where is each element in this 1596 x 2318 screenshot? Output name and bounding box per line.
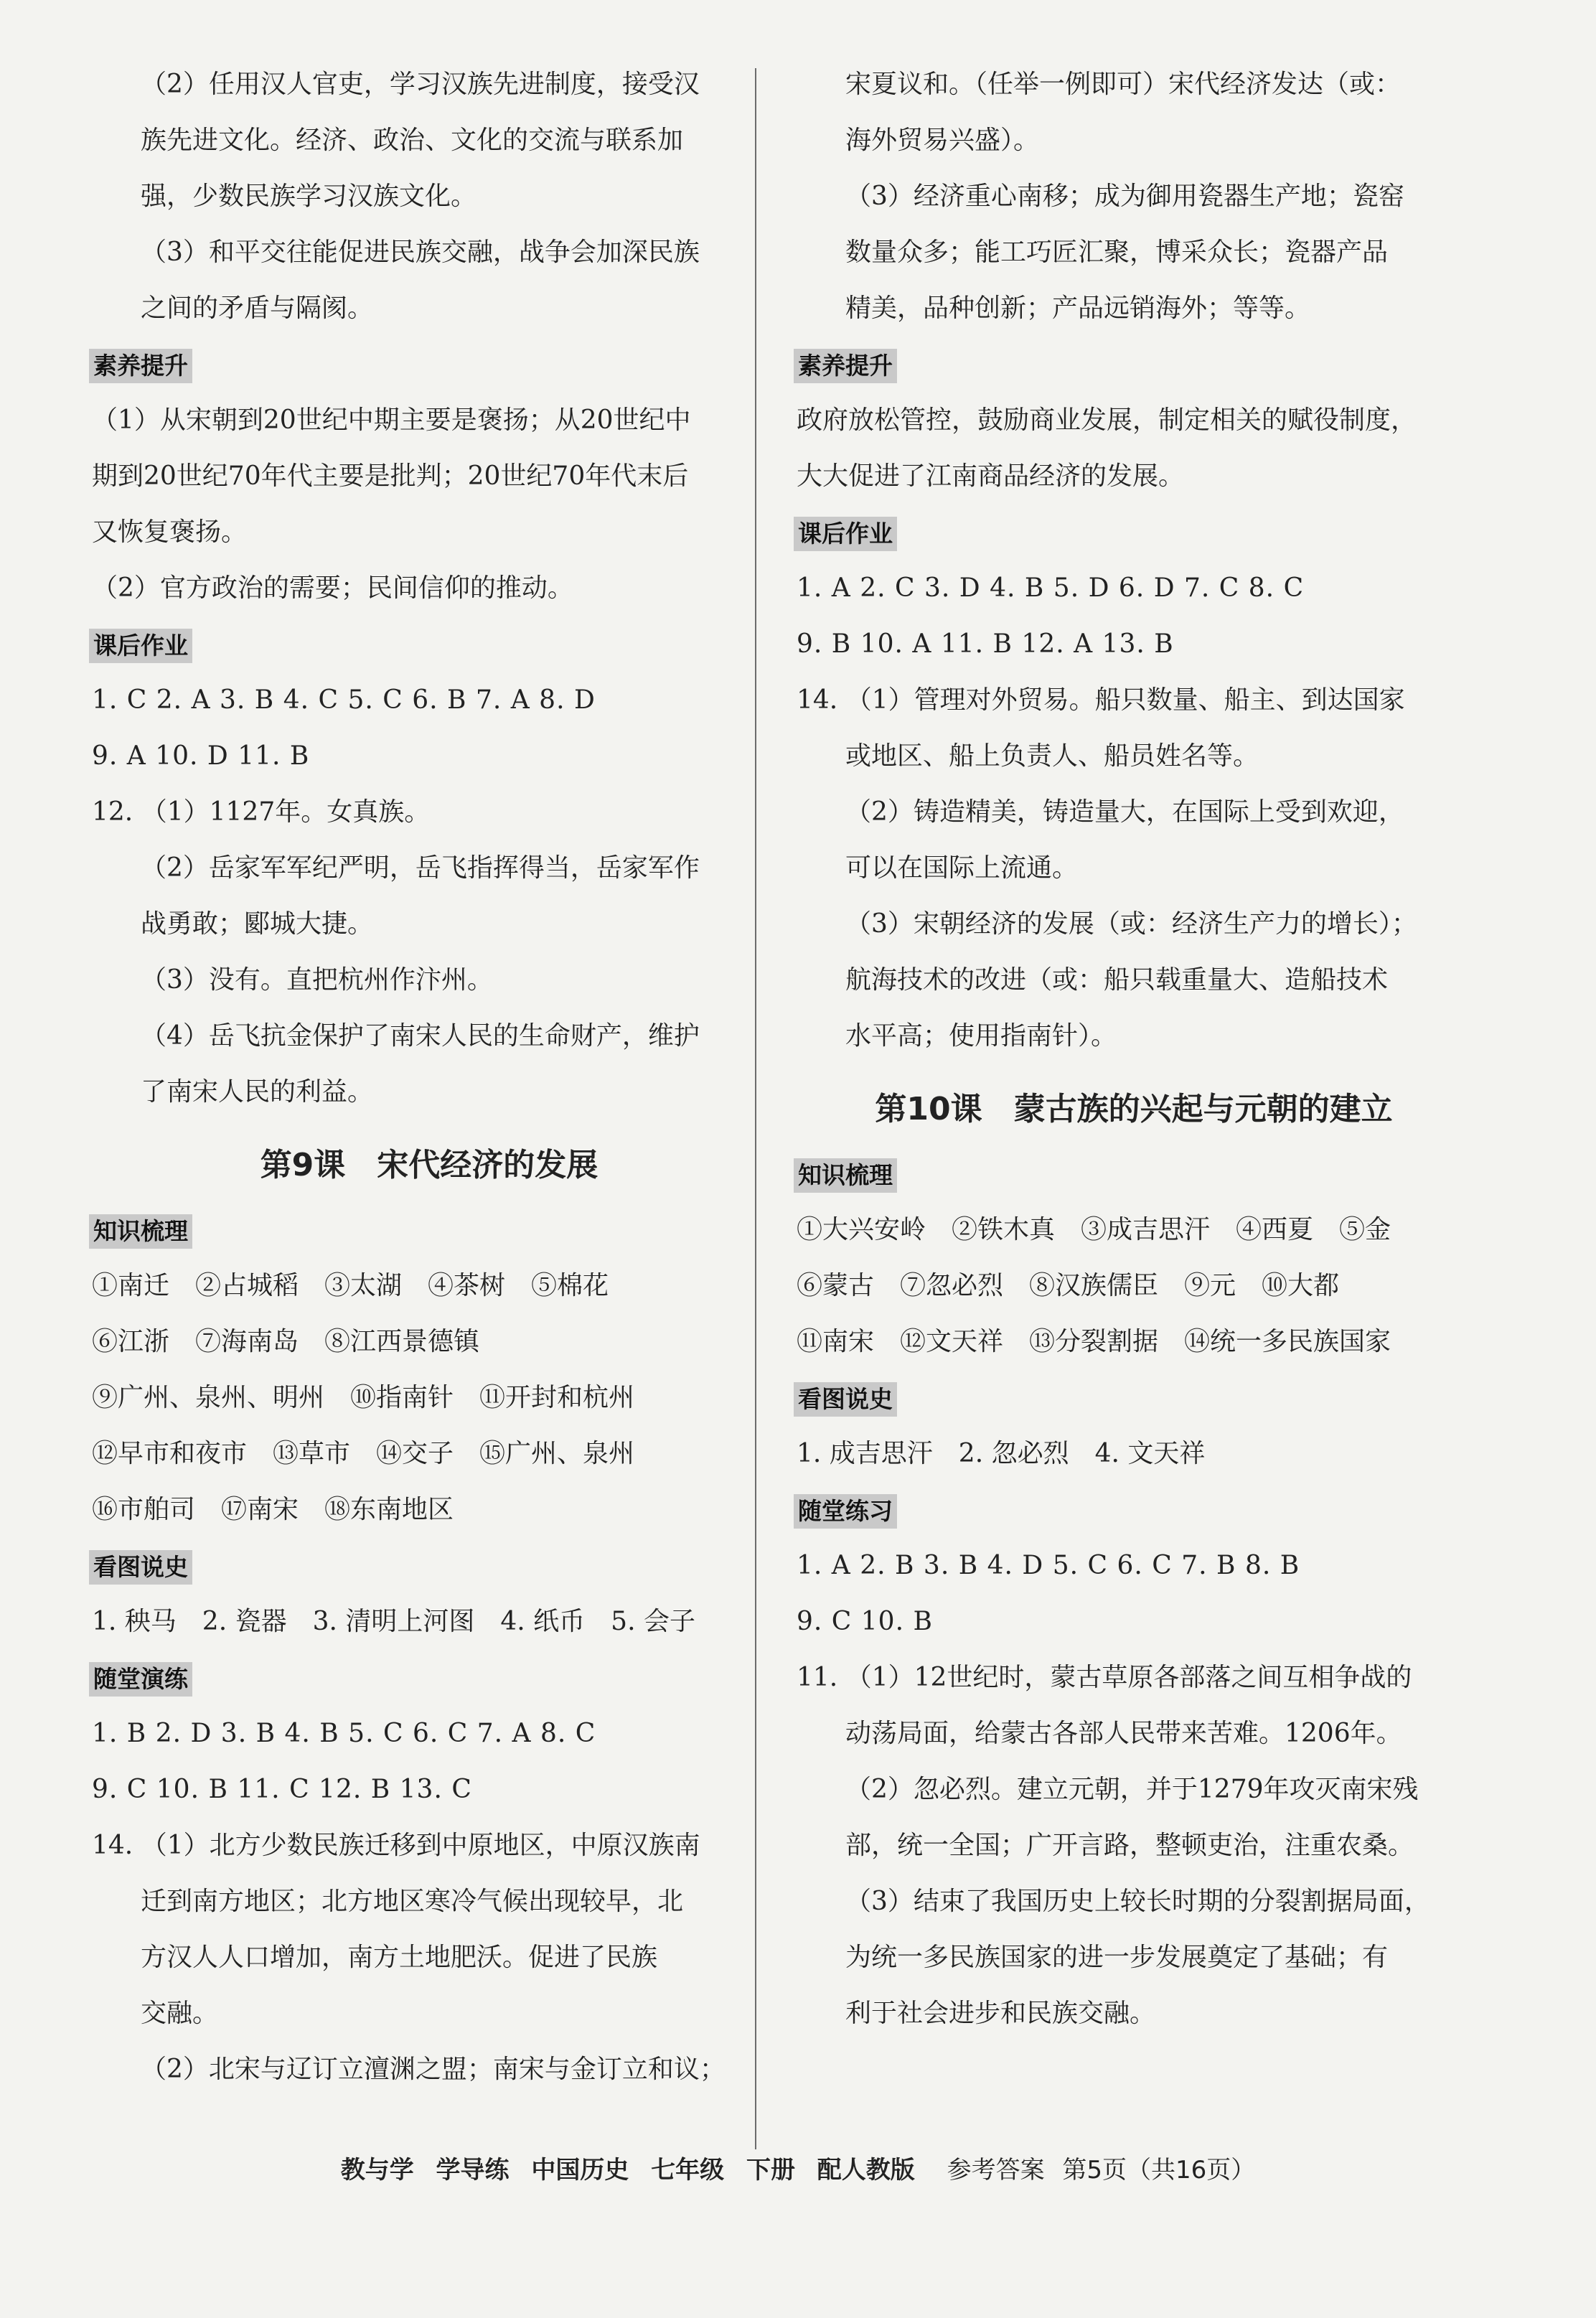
answer-line: 9. A 10. D 11. B — [92, 741, 310, 771]
text-line: （1）从宋朝到20世纪中期主要是褒扬；从20世纪中 — [92, 405, 691, 435]
text-line: 期到20世纪70年代主要是批判；20世纪70年代末后 — [92, 461, 689, 491]
footer-volume: 下册 — [746, 2156, 795, 2185]
footer-subject: 中国历史 — [531, 2156, 629, 2185]
text-line: （3）没有。直把杭州作汴州。 — [141, 965, 493, 995]
text-line: ①大兴安岭 ②铁木真 ③成吉思汗 ④西夏 ⑤金 — [797, 1215, 1391, 1244]
text-line: ⑯市舶司 ⑰南宋 ⑱东南地区 — [92, 1495, 454, 1524]
section-heading-suyang: 素养提升 — [89, 349, 192, 383]
footer-series: 学导练 — [436, 2156, 510, 2185]
text-line: 强，少数民族学习汉族文化。 — [141, 182, 477, 211]
text-line: 之间的矛盾与隔阂。 — [141, 294, 374, 323]
section-heading-knowledge: 知识梳理 — [794, 1158, 897, 1193]
text-line: ⑪南宋 ⑫文天祥 ⑬分裂割据 ⑭统一多民族国家 — [797, 1327, 1391, 1356]
text-line: （2）岳家军军纪严明，岳飞指挥得当，岳家军作 — [141, 853, 700, 883]
answer-line: 9. C 10. B — [797, 1607, 933, 1636]
text-line: ⑥蒙古 ⑦忽必烈 ⑧汉族儒臣 ⑨元 ⑩大都 — [797, 1271, 1340, 1300]
answer-line: 1. C 2. A 3. B 4. C 5. C 6. B 7. A 8. D — [92, 685, 596, 715]
answer-line: 1. A 2. B 3. B 4. D 5. C 6. C 7. B 8. B — [797, 1551, 1300, 1580]
answer-line: 9. B 10. A 11. B 12. A 13. B — [797, 629, 1174, 659]
text-line: 12. （1）1127年。女真族。 — [92, 797, 431, 827]
section-heading-pictures: 看图说史 — [794, 1382, 897, 1417]
text-line: 1. 成吉思汗 2. 忽必烈 4. 文天祥 — [797, 1439, 1206, 1468]
text-line: 可以在国际上流通。 — [845, 853, 1079, 883]
text-line: （2）任用汉人官吏，学习汉族先进制度，接受汉 — [141, 70, 700, 99]
answer-line: 1. A 2. C 3. D 4. B 5. D 6. D 7. C 8. C — [797, 573, 1305, 603]
text-line: 水平高；使用指南针）。 — [845, 1021, 1117, 1051]
text-line: （3）和平交往能促进民族交融，战争会加深民族 — [141, 238, 700, 267]
text-line: 部，统一全国；广开言路，整顿吏治，注重农桑。 — [845, 1831, 1414, 1860]
section-heading-homework: 课后作业 — [89, 629, 192, 663]
section-heading-classroom: 随堂练习 — [794, 1494, 897, 1529]
text-line: 族先进文化。经济、政治、文化的交流与联系加 — [141, 126, 684, 155]
text-line: 又恢复褒扬。 — [92, 517, 248, 547]
page-footer — [0, 2153, 1596, 2187]
footer-book: 教与学 — [340, 2156, 414, 2185]
text-line: （2）官方政治的需要；民间信仰的推动。 — [92, 573, 573, 603]
text-line: ①南迁 ②占城稻 ③太湖 ④茶树 ⑤棉花 — [92, 1271, 609, 1300]
text-line: 海外贸易兴盛）。 — [845, 126, 1040, 155]
answer-line: 1. B 2. D 3. B 4. B 5. C 6. C 7. A 8. C — [92, 1719, 596, 1748]
text-line: （4）岳飞抗金保护了南宋人民的生命财产，维护 — [141, 1021, 700, 1051]
text-line: 为统一多民族国家的进一步发展奠定了基础；有 — [845, 1943, 1389, 1972]
text-line: 宋夏议和。（任举一例即可）宋代经济发达（或： — [845, 70, 1402, 99]
footer-grade: 七年级 — [651, 2156, 725, 2185]
text-line: （3）结束了我国历史上较长时期的分裂割据局面， — [845, 1887, 1430, 1916]
text-line: 航海技术的改进（或：船只载重量大、造船技术 — [845, 965, 1389, 995]
text-line: 迁到南方地区；北方地区寒冷气候出现较早，北 — [141, 1887, 684, 1916]
text-line: 利于社会进步和民族交融。 — [845, 1999, 1156, 2028]
text-line: （3）经济重心南移；成为御用瓷器生产地；瓷窑 — [845, 182, 1404, 211]
footer-section: 参考答案 — [947, 2156, 1045, 2185]
footer-edition: 配人教版 — [817, 2156, 915, 2185]
section-heading-classroom: 随堂演练 — [89, 1662, 192, 1697]
text-line: 14. （1）管理对外贸易。船只数量、船主、到达国家 — [797, 685, 1405, 715]
text-line: （3）宋朝经济的发展（或：经济生产力的增长）； — [845, 909, 1417, 939]
lesson-10-title: 第10课 蒙古族的兴起与元朝的建立 — [875, 1091, 1393, 1127]
section-heading-knowledge: 知识梳理 — [89, 1214, 192, 1249]
answer-line: 9. C 10. B 11. C 12. B 13. C — [92, 1775, 472, 1804]
text-line: 精美，品种创新；产品远销海外；等等。 — [845, 294, 1311, 323]
section-heading-suyang: 素养提升 — [794, 349, 897, 383]
text-line: 或地区、船上负责人、船员姓名等。 — [845, 741, 1259, 771]
footer-page-number: 第5页（共16页） — [1062, 2156, 1256, 2185]
text-line: 方汉人人口增加，南方土地肥沃。促进了民族 — [141, 1943, 658, 1972]
text-line: ⑫早市和夜市 ⑬草市 ⑭交子 ⑮广州、泉州 — [92, 1439, 635, 1468]
text-line: 动荡局面，给蒙古各部人民带来苦难。1206年。 — [845, 1719, 1402, 1748]
left-column — [92, 66, 766, 2107]
text-line: 1. 秧马 2. 瓷器 3. 清明上河图 4. 纸币 5. 会子 — [92, 1607, 695, 1636]
text-line: 战勇敢；郾城大捷。 — [141, 909, 374, 939]
text-line: 数量众多；能工巧匠汇聚，博采众长；瓷器产品 — [845, 238, 1389, 267]
text-line: （2）北宋与辽订立澶渊之盟；南宋与金订立和议； — [141, 2055, 726, 2084]
text-line: （2）忽必烈。建立元朝，并于1279年攻灭南宋残 — [845, 1775, 1419, 1804]
text-line: 11. （1）12世纪时，蒙古草原各部落之间互相争战的 — [797, 1663, 1412, 1692]
text-line: 大大促进了江南商品经济的发展。 — [797, 461, 1185, 491]
section-heading-pictures: 看图说史 — [89, 1550, 192, 1585]
text-line: 交融。 — [141, 1999, 219, 2028]
text-line: ⑨广州、泉州、明州 ⑩指南针 ⑪开封和杭州 — [92, 1383, 635, 1412]
text-line: 政府放松管控，鼓励商业发展，制定相关的赋役制度， — [797, 405, 1417, 435]
text-line: （2）铸造精美，铸造量大，在国际上受到欢迎， — [845, 797, 1404, 827]
lesson-9-title: 第9课 宋代经济的发展 — [260, 1147, 598, 1183]
text-line: 14. （1）北方少数民族迁移到中原地区，中原汉族南 — [92, 1831, 700, 1860]
text-line: 了南宋人民的利益。 — [141, 1077, 374, 1107]
right-column — [797, 66, 1471, 2051]
text-line: ⑥江浙 ⑦海南岛 ⑧江西景德镇 — [92, 1327, 480, 1356]
section-heading-homework: 课后作业 — [794, 517, 897, 551]
